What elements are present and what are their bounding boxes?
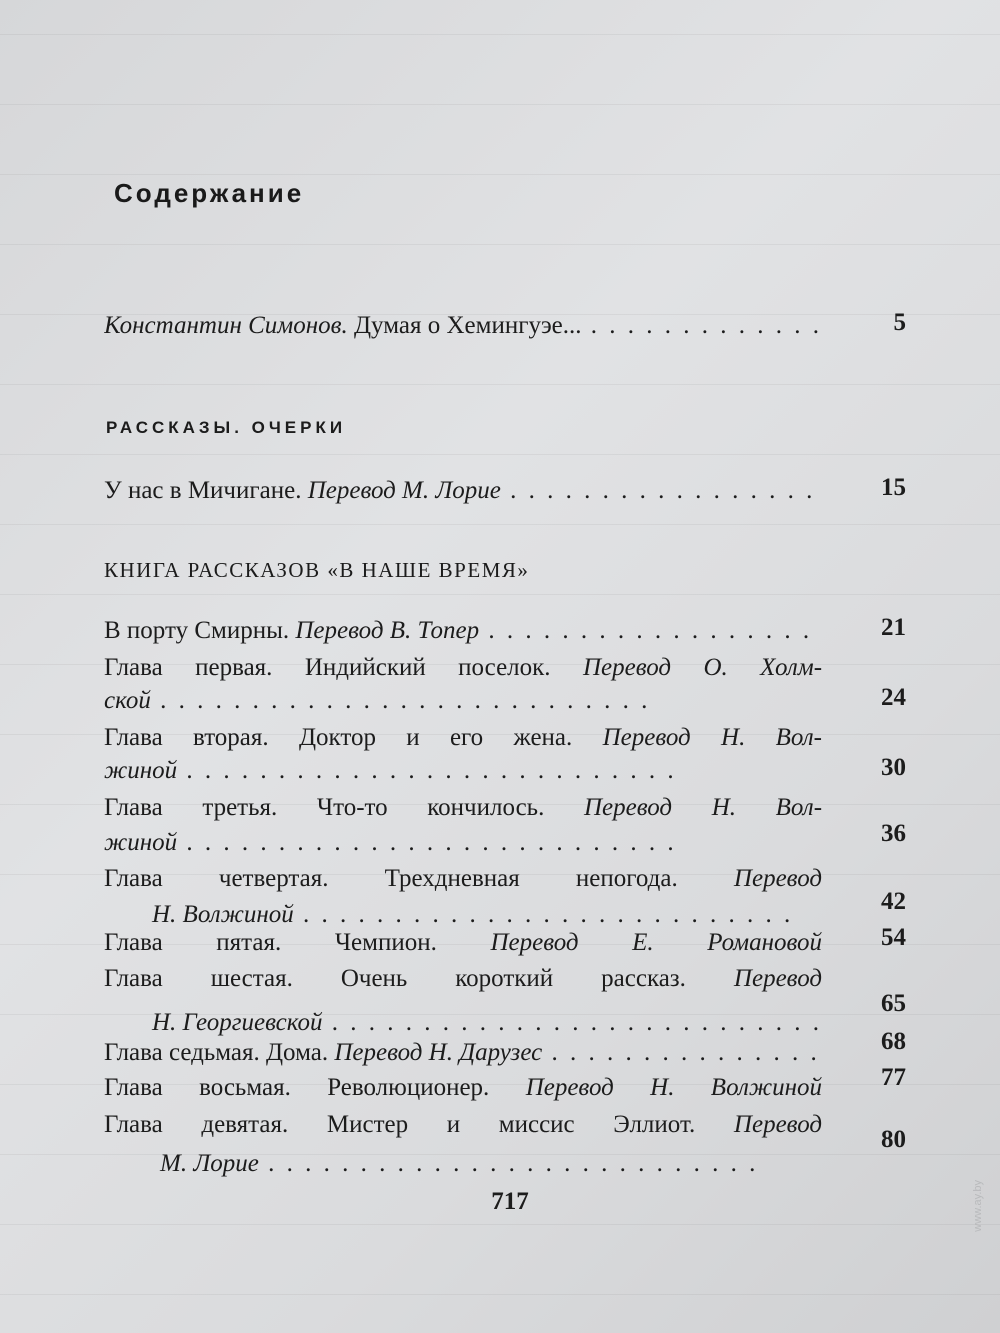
toc-entry [104,721,822,755]
entry-title: В порту Смирны. [104,617,290,644]
entry-translator: Перевод Н. Вол- [602,724,822,751]
entry-title: Глава первая. Индийский поселок. [104,654,551,681]
page-number: 65 [881,990,906,1017]
toc-entry [104,1108,822,1142]
toc-entry [104,1036,822,1070]
toc-entry-michigan [104,474,822,508]
entry-title: У нас в Мичигане. [104,477,302,504]
entry-title: Глава четвертая. Трехдневная непогода. [104,865,678,892]
toc-entry-continuation [104,684,822,718]
toc-entry-intro [104,309,822,343]
entry-translator: Перевод Н. Волжиной [525,1074,822,1101]
page-number: 24 [881,684,906,711]
entry-translator-cont: жиной [104,757,178,784]
entry-translator: Перевод [733,1111,822,1138]
page-number: 80 [881,1126,906,1153]
toc-entry-continuation [104,1006,822,1040]
entry-translator-cont: Н. Волжиной [152,901,294,928]
intro-author: Константин Симонов. [104,312,348,339]
toc-entry-continuation [104,826,822,860]
watermark: www.ay.by [972,1180,984,1232]
toc-entry [104,1071,822,1105]
page-number: 36 [881,820,906,847]
section-title-in-our-time: КНИГА РАССКАЗОВ «В НАШЕ ВРЕМЯ» [104,558,530,582]
toc-entry-continuation [104,1147,822,1181]
entry-translator-cont: жиной [104,829,178,856]
folio-page-number: 717 [491,1188,529,1215]
entry-translator: Перевод М. Лорие [307,477,501,504]
page-number: 68 [881,1028,906,1055]
intro-title: Думая о Хемингуэе... [354,312,582,339]
page-number: 21 [881,614,906,641]
toc-entry-continuation [104,754,822,788]
page-number: 5 [893,309,906,336]
toc-entry [104,614,822,648]
entry-title: Глава восьмая. Революционер. [104,1074,490,1101]
entry-translator-cont: М. Лорие [160,1150,259,1177]
entry-title: Глава вторая. Доктор и его жена. [104,724,573,751]
entry-translator: Перевод О. Холм- [582,654,822,681]
entry-translator: Перевод Н. Дарузес [334,1039,543,1066]
entry-translator: Перевод Е. Романовой [490,929,822,956]
contents-heading: Содержание [114,178,305,208]
page-number: 77 [881,1064,906,1091]
entry-translator: Перевод В. Топер [295,617,480,644]
entry-title: Глава третья. Что-то кончилось. [104,794,545,821]
toc-entry [104,962,822,996]
entry-translator-cont: Н. Георгиевской [152,1009,323,1036]
entry-translator: Перевод [733,865,822,892]
toc-entry [104,651,822,685]
toc-entry [104,926,822,960]
entry-translator: Перевод [733,965,822,992]
entry-title: Глава пятая. Чемпион. [104,929,437,956]
entry-title: Глава шестая. Очень короткий рассказ. [104,965,686,992]
page-number: 42 [881,888,906,915]
entry-title: Глава девятая. Мистер и миссис Эллиот. [104,1111,696,1138]
toc-entry [104,791,822,825]
section-title-stories: РАССКАЗЫ. ОЧЕРКИ [106,418,347,437]
entry-title: Глава седьмая. Дома. [104,1039,329,1066]
page-number: 54 [881,924,906,951]
page-number: 15 [881,474,906,501]
entry-translator-cont: ской [104,687,151,714]
toc-entry [104,862,822,896]
page-number: 30 [881,754,906,781]
entry-translator: Перевод Н. Вол- [583,794,822,821]
